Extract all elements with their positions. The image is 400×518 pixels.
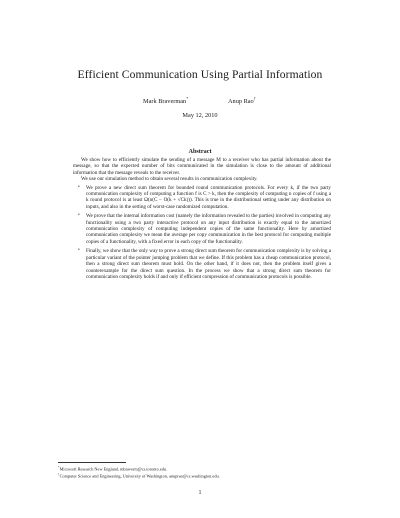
list-item bbox=[73, 185, 331, 211]
list-item bbox=[73, 248, 331, 280]
abstract-paragraph: We show how to efficiently simulate the sending of a message M to a receiver who has partial information about the message, so that the expected number of bits communicated in the simulation is close to the amount of additional information that the message reveals to the receiver. bbox=[73, 157, 331, 176]
footnote-mark: * bbox=[186, 96, 189, 101]
list-item-text: We prove that the internal information cost (namely the information revealed to the parties) involved in computing any functionality using a two party interactive protocol on any input distribution is exactly equal to the amortized communication complexity of computing independent copies of the same functionality. Here by amortized communication complexity we mean the average per copy communication in the best protocol for computing multiple copies of a functionality, with a fixed error in each copy of the functionality. bbox=[86, 213, 331, 245]
list-item-text: Finally, we show that the only way to prove a strong direct sum theorem for communication complexity is by solving a particular variant of the pointer jumping problem that we define. If this problem has a cheap communication protocol, then a strong direct sum theorem must hold. On the other hand, if it does not, then the problem itself gives a counterexample for the direct sum question. In the process we show that a strong direct sum theorem for communication complexity holds if and only if efficient compression of communication protocols is possible. bbox=[86, 248, 331, 280]
author-line bbox=[0, 96, 400, 108]
footnote-braverman: *Microsoft Research New England, mbraverm@cs.toronto.edu. bbox=[58, 465, 168, 472]
bullet-icon: • bbox=[78, 213, 80, 219]
abstract-body bbox=[73, 157, 331, 283]
footnote-rule bbox=[58, 462, 126, 463]
author-braverman: Mark Braverman* bbox=[143, 96, 189, 106]
footnote-mark: † bbox=[253, 96, 256, 101]
results-list bbox=[73, 185, 331, 281]
list-item-text: We prove a new direct sum theorem for bounded round communication protocols. For every k, if the two party communication complexity of computing a function f is C > k, then the complexity of computing n copies of f using a k round protocol is at least Ω(n(C − O(k + √Ck))). This is true in the distributional setting under any distribution on inputs, and also in the setting of worst-case randomized computation. bbox=[86, 184, 331, 210]
abstract-heading: Abstract bbox=[188, 148, 212, 155]
author-rao: Anup Rao† bbox=[228, 96, 256, 106]
bullet-icon: • bbox=[78, 184, 80, 190]
paper-title: Efficient Communication Using Partial Information bbox=[77, 68, 323, 81]
paper-date: May 12, 2010 bbox=[182, 112, 218, 119]
footnotes bbox=[58, 465, 348, 479]
page-number: 1 bbox=[198, 490, 202, 496]
abstract-paragraph: We use our simulation method to obtain several results in communication complexity. bbox=[81, 176, 258, 183]
list-item bbox=[73, 213, 331, 245]
bullet-icon: • bbox=[78, 248, 80, 254]
footnote-rao: †Computer Science and Engineering, University of Washington, anuprao@cs.washington.edu. bbox=[58, 472, 220, 479]
